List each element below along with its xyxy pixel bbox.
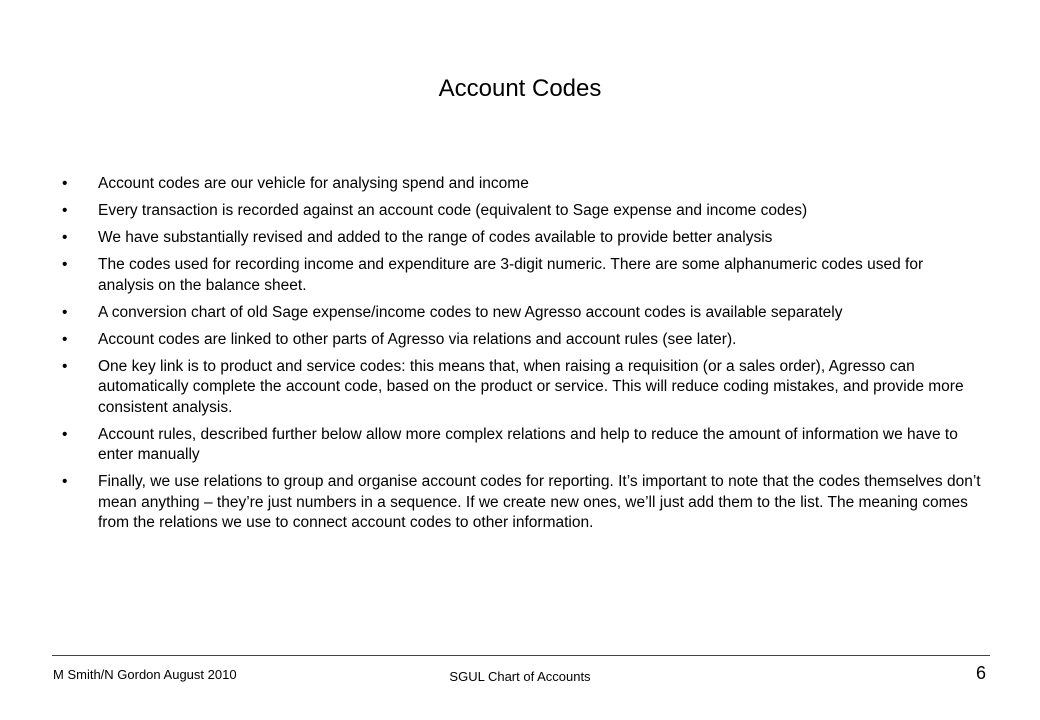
footer-author-date: M Smith/N Gordon August 2010 bbox=[53, 667, 237, 682]
bullet-item bbox=[62, 201, 982, 222]
bullet-item bbox=[62, 255, 982, 296]
bullet-text: Account rules, described further below allow more complex relations and help to reduce the amount of information we have to enter manually bbox=[98, 425, 958, 463]
bullet-icon: • bbox=[62, 303, 68, 321]
bullet-item bbox=[62, 228, 982, 249]
bullet-text: Every transaction is recorded against an account code (equivalent to Sage expense and income codes) bbox=[98, 202, 808, 219]
bullet-text: One key link is to product and service codes: this means that, when raising a requisition (or a sales order), Agresso can automatically complete the account code, based on the product or service. This will reduce coding mistakes, and provide more consistent analysis. bbox=[98, 357, 964, 416]
slide-title: Account Codes bbox=[438, 75, 602, 102]
bullet-icon: • bbox=[62, 425, 68, 443]
bullet-item bbox=[62, 174, 982, 195]
bullet-text: We have substantially revised and added to the range of codes available to provide better analysis bbox=[98, 229, 773, 246]
footer-divider bbox=[52, 655, 990, 656]
bullet-icon: • bbox=[62, 202, 68, 219]
bullet-icon: • bbox=[62, 330, 68, 348]
bullet-icon: • bbox=[62, 357, 68, 375]
bullet-icon: • bbox=[62, 473, 68, 490]
bullet-item bbox=[62, 330, 982, 351]
footer-presentation-title: SGUL Chart of Accounts bbox=[449, 669, 591, 684]
bullet-text: Account codes are linked to other parts of Agresso via relations and account rules (see later). bbox=[98, 330, 737, 348]
bullet-item bbox=[62, 425, 982, 466]
bullet-text: Finally, we use relations to group and organise account codes for reporting. It’s important to note that the codes themselves don’t mean anything – they’re just numbers in a sequence. If we create new ones, we’ll just add them to the list. The meaning comes from the relations we use to connect account codes to other information. bbox=[98, 473, 981, 531]
bullet-icon: • bbox=[62, 256, 68, 273]
bullet-item bbox=[62, 303, 982, 324]
bullet-item bbox=[62, 357, 982, 419]
page-number: 6 bbox=[975, 663, 986, 683]
bullet-icon: • bbox=[62, 175, 68, 192]
bullet-text: A conversion chart of old Sage expense/income codes to new Agresso account codes is available separately bbox=[98, 303, 843, 321]
bullet-text: Account codes are our vehicle for analysing spend and income bbox=[98, 175, 529, 192]
bullet-item bbox=[62, 472, 982, 534]
bullet-icon: • bbox=[62, 229, 68, 246]
bullet-list bbox=[62, 174, 982, 540]
bullet-text: The codes used for recording income and expenditure are 3-digit numeric. There are some alphanumeric codes used for analysis on the balance sheet. bbox=[98, 256, 924, 294]
